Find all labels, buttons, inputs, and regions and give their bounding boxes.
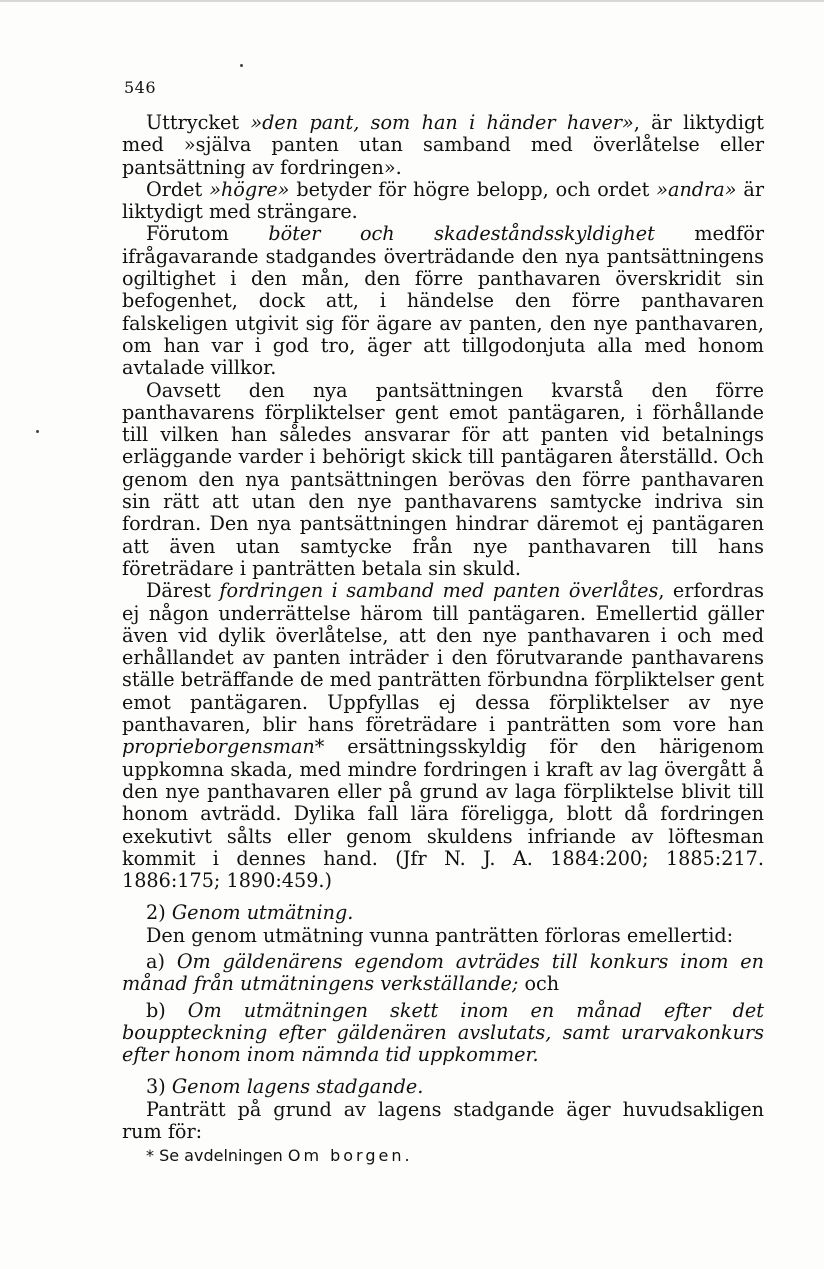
italic-quote: »den pant, som han i händer haver»	[250, 111, 634, 134]
section-heading-2	[122, 902, 764, 924]
list-item-b	[122, 1000, 764, 1067]
text-run: Därest	[146, 579, 220, 603]
paragraph-garnishment: Den genom utmätning vunna panträtten förloras emellertid:	[146, 923, 734, 947]
paragraph-obligations: Oavsett den nya pantsättningen kvarstå den förre panthavarens förpliktelser gent emot pantägaren, i förhållande till vilken han således ansvarar för att panten vid betalnings erläggande varder i behörigt skick till pantägaren återställd. Och genom den nya pantsättningen berövas den förre panthavaren sin rätt att utan den nye panthavarens samtycke indriva sin fordran. Den nya pantsättningen hindrar däremot ej pantägaren att även utan samtycke från nye panthavaren till hans företrädare i panträtten betala sin skuld.	[122, 378, 764, 580]
italic-term: »högre»	[209, 177, 290, 201]
footnote-text: Se avdelningen	[154, 1146, 288, 1165]
text-run: betyder för högre belopp, och ordet	[289, 177, 657, 201]
page-number: 546	[124, 78, 157, 97]
text-run: är liktydigt med strängare.	[122, 177, 764, 224]
text-run: medför ifrågavarande stadgandes överträdande den nya pantsättningens ogiltighet i den mån, den förre panthavaren överskridit sin befogenhet, dock att, i händelse den förre panthavaren falskeligen utgivit sig för ägare av panten, den nye panthavaren, om han var i god tro, äger att tillgodonjuta alla med honom avtalade villkor.	[122, 222, 764, 380]
section-title: Genom lagens stadgande.	[171, 1075, 424, 1099]
text-run: och	[518, 972, 560, 996]
list-text: Om gäldenärens egendom avträdes till konkurs inom en månad från utmätningens verkställande;	[122, 949, 764, 996]
paragraph-word-meaning	[122, 179, 764, 224]
body-text	[122, 112, 764, 1143]
paragraph-expression	[122, 112, 764, 179]
footnote	[146, 1146, 413, 1166]
list-marker: a)	[146, 949, 165, 973]
section-title: Genom utmätning.	[171, 901, 354, 925]
text-run: Ordet	[146, 177, 210, 201]
scan-speck	[240, 64, 243, 67]
text-run: , erfordras ej någon underrättelse härom till pantägaren. Emellertid gäller även vid dylik överlåtelse, att den nye panthavaren i och med erhållandet av panten inträder i den förutvarande panthavarens ställe beträffande de med panträtten förbundna förpliktelser gent emot pantägaren. Uppfyllas ej dessa förpliktelser av nye panthavaren, blir hans företrädare i panträtten som vore han	[122, 579, 765, 737]
scan-edge-line	[0, 0, 824, 2]
text-run: Förutom	[146, 222, 269, 246]
section-number: 3)	[146, 1075, 166, 1099]
section-heading-3	[122, 1076, 764, 1098]
section-number: 2)	[146, 901, 166, 925]
list-text: Om utmätningen skett inom en månad efter det bouppteckning efter gäldenären avslutats, samt urarvakonkurs efter honom inom nämnda tid uppkommer.	[122, 998, 764, 1067]
italic-term: fordringen i samband med panten överlåtes	[219, 579, 659, 603]
paragraph-penalties	[122, 223, 764, 379]
text-run: Uttrycket	[146, 111, 251, 134]
italic-term: proprieborgensman*	[122, 735, 325, 759]
paragraph-transfer	[122, 580, 764, 892]
italic-term: »andra»	[656, 177, 737, 201]
list-item-a	[122, 951, 764, 996]
text-run: ersättningsskyldig för den härigenom uppkomna skada, med mindre fordringen i kraft av lag övergått å den nye panthavaren eller på grund av laga förpliktelse blivit till honom avträdd. Dylika fall lära föreligga, blott då fordringen exekutivt sålts eller genom skuldens infriande av löftesman kommit i dennes hand. (Jfr N. J. A. 1884:200; 1885:217. 1886:175; 1890:459.)	[122, 735, 764, 893]
paragraph-statutory: Panträtt på grund av lagens stadgande äger huvudsakligen rum för:	[122, 1097, 764, 1144]
footnote-reference: Om borgen.	[287, 1146, 413, 1165]
footnote-mark: *	[146, 1146, 154, 1165]
text-run: , är liktydigt med »själva panten utan samband med överlåtelse eller pantsättning av fordringen».	[122, 111, 764, 179]
list-marker: b)	[146, 998, 166, 1022]
scan-speck	[36, 430, 39, 433]
italic-term: böter och skadeståndsskyldighet	[268, 222, 655, 246]
